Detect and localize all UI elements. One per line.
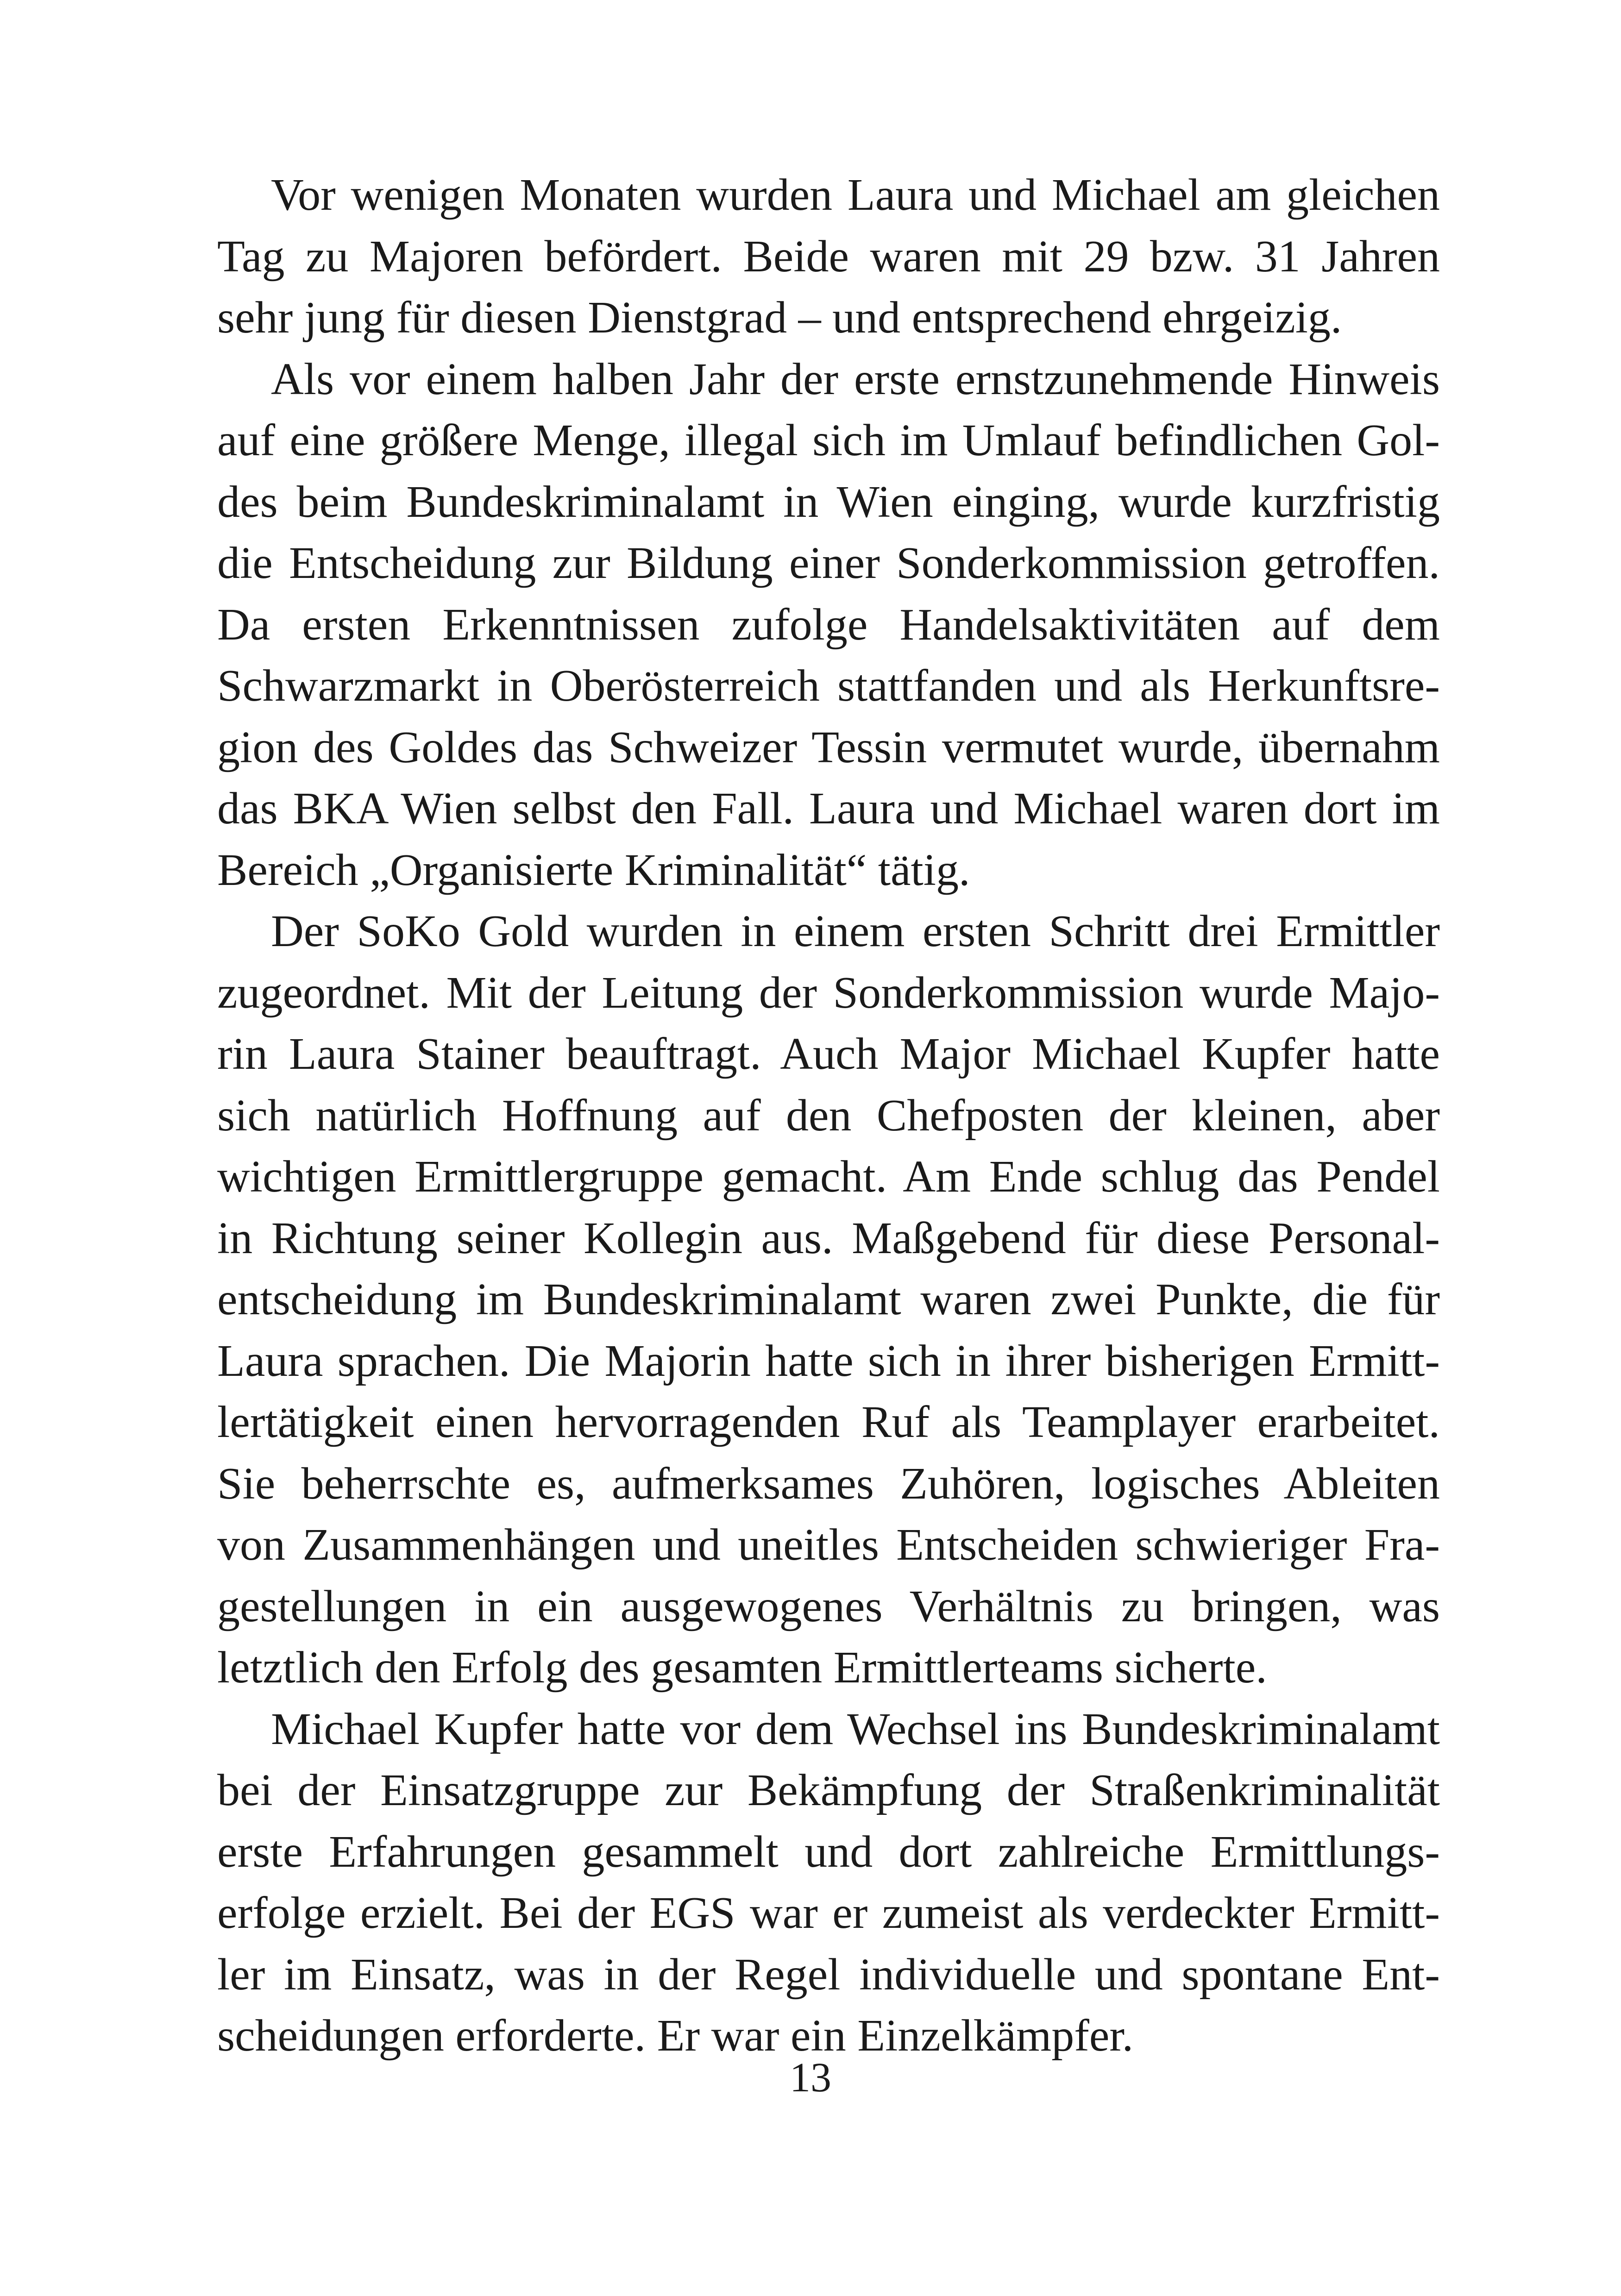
paragraph-3-line-8: Laura sprachen. Die Majorin hatte sich in ihrer bisherigen Ermitt-: [217, 1336, 1440, 1386]
paragraph-2-line-9: Bereich „Organisierte Kriminalität“ tätig.: [217, 845, 970, 895]
paragraph-4-line-6: scheidungen erforderte. Er war ein Einzelkämpfer.: [217, 2011, 1134, 2061]
paragraph-1-line-3: sehr jung für diesen Dienstgrad – und entsprechend ehrgeizig.: [217, 293, 1342, 343]
paragraph-2-line-3: des beim Bundeskriminalamt in Wien einging, wurde kurzfristig: [217, 477, 1440, 527]
paragraph-2-line-8: das BKA Wien selbst den Fall. Laura und Michael waren dort im: [217, 784, 1440, 834]
paragraph-3-line-10: Sie beherrschte es, aufmerksames Zuhören, logisches Ableiten: [217, 1458, 1440, 1509]
paragraph-2-line-1: Als vor einem halben Jahr der erste ernstzunehmende Hinweis: [271, 354, 1440, 404]
paragraph-2: [217, 349, 1440, 901]
paragraph-2-line-2: auf eine größere Menge, illegal sich im Umlauf befindlichen Gol-: [217, 415, 1440, 465]
paragraph-1-line-2: Tag zu Majoren befördert. Beide waren mit 29 bzw. 31 Jahren: [217, 231, 1440, 282]
paragraph-2-line-5: Da ersten Erkenntnissen zufolge Handelsaktivitäten auf dem: [217, 599, 1440, 650]
paragraph-4-line-4: erfolge erzielt. Bei der EGS war er zumeist als verdeckter Ermitt-: [217, 1888, 1440, 1938]
paragraph-4-line-5: ler im Einsatz, was in der Regel individuelle und spontane Ent-: [217, 1949, 1440, 2000]
page-number: 13: [790, 2055, 831, 2101]
paragraph-4-line-1: Michael Kupfer hatte vor dem Wechsel ins Bundeskriminalamt: [271, 1704, 1440, 1754]
paragraph-3-line-7: entscheidung im Bundeskriminalamt waren zwei Punkte, die für: [217, 1274, 1440, 1324]
paragraph-3-line-4: sich natürlich Hoffnung auf den Chefposten der kleinen, aber: [217, 1090, 1440, 1141]
paragraph-3-line-5: wichtigen Ermittlergruppe gemacht. Am Ende schlug das Pendel: [217, 1152, 1440, 1202]
paragraph-3-line-2: zugeordnet. Mit der Leitung der Sonderkommission wurde Majo-: [217, 967, 1440, 1018]
paragraph-4: [217, 1699, 1440, 2067]
body-text: [217, 164, 1440, 2067]
paragraph-1: [217, 164, 1440, 349]
paragraph-4-line-2: bei der Einsatzgruppe zur Bekämpfung der Straßenkriminalität: [217, 1765, 1440, 1815]
paragraph-1-line-1: Vor wenigen Monaten wurden Laura und Michael am gleichen: [271, 170, 1440, 220]
paragraph-3-line-9: lertätigkeit einen hervorragenden Ruf als Teamplayer erarbeitet.: [217, 1397, 1440, 1447]
paragraph-4-line-3: erste Erfahrungen gesammelt und dort zahlreiche Ermittlungs-: [217, 1826, 1440, 1877]
paragraph-3-line-12: gestellungen in ein ausgewogenes Verhältnis zu bringen, was: [217, 1581, 1440, 1631]
paragraph-3-line-3: rin Laura Stainer beauftragt. Auch Major Michael Kupfer hatte: [217, 1029, 1440, 1079]
paragraph-3-line-6: in Richtung seiner Kollegin aus. Maßgebend für diese Personal-: [217, 1213, 1440, 1263]
paragraph-3-line-1: Der SoKo Gold wurden in einem ersten Schritt drei Ermittler: [271, 906, 1440, 956]
paragraph-2-line-6: Schwarzmarkt in Oberösterreich stattfanden und als Herkunftsre-: [217, 661, 1440, 711]
paragraph-3-line-13: letztlich den Erfolg des gesamten Ermittlerteams sicherte.: [217, 1643, 1267, 1693]
paragraph-3: [217, 901, 1440, 1699]
paragraph-3-line-11: von Zusammenhängen und uneitles Entscheiden schwieriger Fra-: [217, 1520, 1440, 1570]
paragraph-2-line-7: gion des Goldes das Schweizer Tessin vermutet wurde, übernahm: [217, 722, 1440, 772]
paragraph-2-line-4: die Entscheidung zur Bildung einer Sonderkommission getroffen.: [217, 538, 1440, 588]
